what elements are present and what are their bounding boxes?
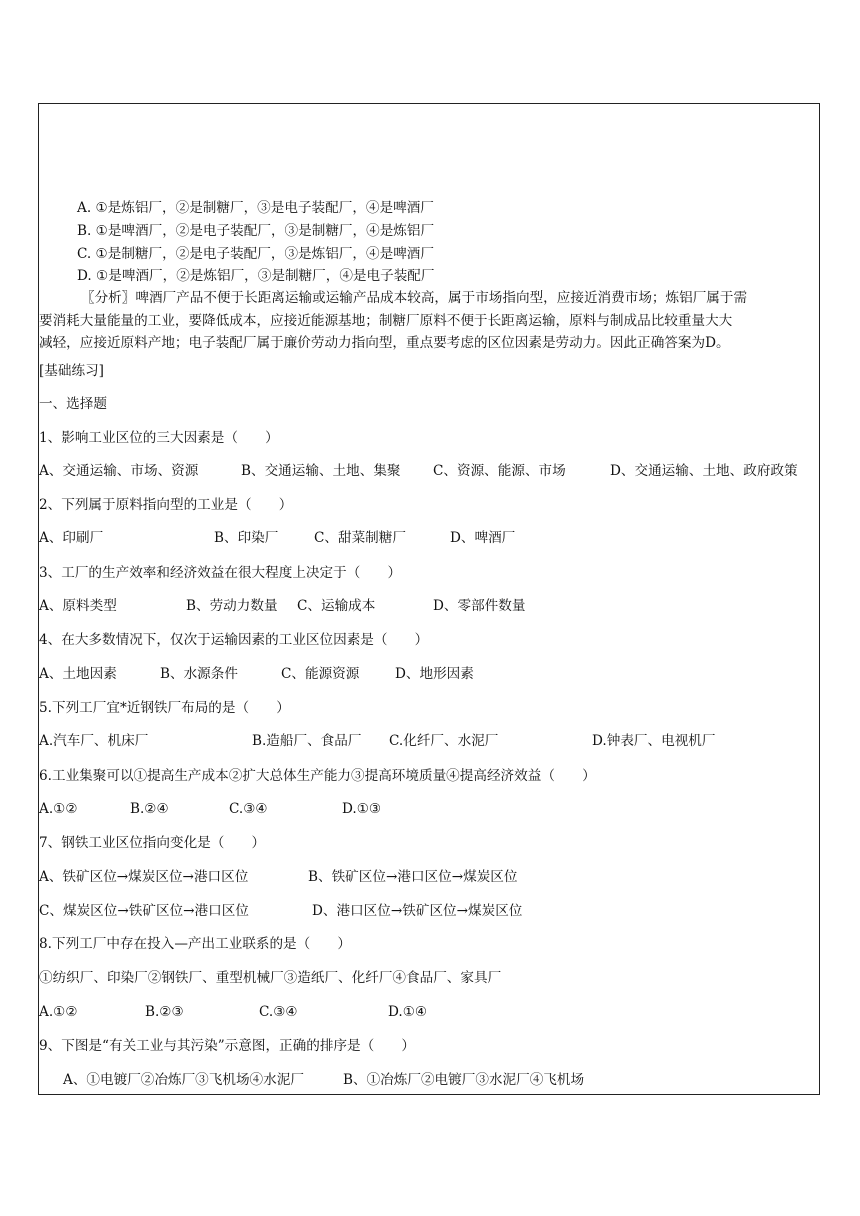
question-3-option-a: A、原料类型 <box>39 598 117 614</box>
question-8-option-a: A.①② <box>39 1004 78 1020</box>
question-3-option-b: B、劳动力数量 <box>186 598 278 614</box>
content-frame <box>38 103 820 1095</box>
question-7-option-a: A、铁矿区位→煤炭区位→港口区位 <box>39 869 249 885</box>
question-8-stem: 8.下列工厂中存在投入—产出工业联系的是（ ） <box>39 936 352 952</box>
question-6-option-d: D.①③ <box>342 801 382 817</box>
question-2-option-b: B、印染厂 <box>214 530 279 546</box>
question-1-option-a: A、交通运输、市场、资源 <box>39 463 199 479</box>
analysis-paragraph <box>39 287 815 355</box>
part-heading: 一、选择题 <box>39 396 107 412</box>
question-3-option-c: C、运输成本 <box>297 598 376 614</box>
question-6-option-b: B.②④ <box>130 801 169 817</box>
question-5-stem: 5.下列工厂宜*近钢铁厂布局的是（ ） <box>39 700 290 716</box>
section-heading: [基础练习] <box>39 363 104 379</box>
question-3-stem: 3、工厂的生产效率和经济效益在很大程度上决定于（ ） <box>39 565 402 581</box>
question-7-option-b: B、铁矿区位→港口区位→煤炭区位 <box>308 869 518 885</box>
question-7-option-d: D、港口区位→铁矿区位→煤炭区位 <box>312 903 523 919</box>
question-3-option-d: D、零部件数量 <box>433 598 526 614</box>
question-4-option-d: D、地形因素 <box>395 666 474 682</box>
question-9-stem: 9、下图是“有关工业与其污染”示意图，正确的排序是（ ） <box>39 1038 415 1054</box>
example-option-d: D. ①是啤酒厂，②是炼铝厂，③是制糖厂，④是电子装配厂 <box>77 268 435 284</box>
example-option-b: B. ①是啤酒厂，②是电子装配厂，③是制糖厂，④是炼铝厂 <box>77 223 435 239</box>
question-9-option-a: A、①电镀厂②冶炼厂③飞机场④水泥厂 <box>63 1072 304 1088</box>
question-8-option-c: C.③④ <box>259 1004 298 1020</box>
question-4-option-c: C、能源资源 <box>281 666 360 682</box>
question-5-option-d: D.钟表厂、电视机厂 <box>592 733 716 749</box>
question-8-subline: ①纺织厂、印染厂②钢铁厂、重型机械厂③造纸厂、化纤厂④食品厂、家具厂 <box>39 970 502 986</box>
question-2-option-c: C、甜菜制糖厂 <box>314 530 406 546</box>
question-2-stem: 2、下列属于原料指向型的工业是（ ） <box>39 497 293 513</box>
question-6-option-a: A.①② <box>39 801 78 817</box>
question-9-option-b: B、①冶炼厂②电镀厂③水泥厂④飞机场 <box>343 1072 585 1088</box>
question-2-option-a: A、印刷厂 <box>39 530 104 546</box>
example-option-c: C. ①是制糖厂，②是电子装配厂，③是炼铝厂，④是啤酒厂 <box>77 246 434 262</box>
question-4-stem: 4、在大多数情况下，仅次于运输因素的工业区位因素是（ ） <box>39 632 429 648</box>
question-2-option-d: D、啤酒厂 <box>450 530 516 546</box>
question-1-stem: 1、影响工业区位的三大因素是（ ） <box>39 430 279 446</box>
example-option-a: A. ①是炼铝厂，②是制糖厂，③是电子装配厂，④是啤酒厂 <box>77 200 434 216</box>
question-4-option-b: B、水源条件 <box>160 666 238 682</box>
question-5-option-c: C.化纤厂、水泥厂 <box>389 733 499 749</box>
question-1-option-b: B、交通运输、土地、集聚 <box>241 463 401 479</box>
analysis-line-2: 要消耗大量能量的工业，要降低成本，应接近能源基地；制糖厂原料不便于长距离运输，原料与制成品比较重量大大 <box>39 312 733 329</box>
question-6-stem: 6.工业集聚可以①提高生产成本②扩大总体生产能力③提高环境质量④提高经济效益（ ） <box>39 768 596 784</box>
analysis-line-3: 减轻，应接近原料产地；电子装配厂属于廉价劳动力指向型，重点要考虑的区位因素是劳动力。因此正确答案为D。 <box>39 335 730 351</box>
analysis-line-1: 〖分析〗啤酒厂产品不便于长距离运输或运输产品成本较高，属于市场指向型，应接近消费市场；炼铝厂属于需 <box>81 290 748 306</box>
question-4-option-a: A、土地因素 <box>39 666 117 682</box>
question-5-option-b: B.造船厂、食品厂 <box>252 733 362 749</box>
question-1-option-c: C、资源、能源、市场 <box>433 463 566 479</box>
question-7-option-c: C、煤炭区位→铁矿区位→港口区位 <box>39 903 249 919</box>
question-7-stem: 7、钢铁工业区位指向变化是（ ） <box>39 835 266 851</box>
question-8-option-d: D.①④ <box>388 1004 428 1020</box>
question-5-option-a: A.汽车厂、机床厂 <box>39 733 149 749</box>
question-8-option-b: B.②③ <box>145 1004 184 1020</box>
question-1-option-d: D、交通运输、土地、政府政策 <box>610 463 798 479</box>
question-6-option-c: C.③④ <box>229 801 268 817</box>
